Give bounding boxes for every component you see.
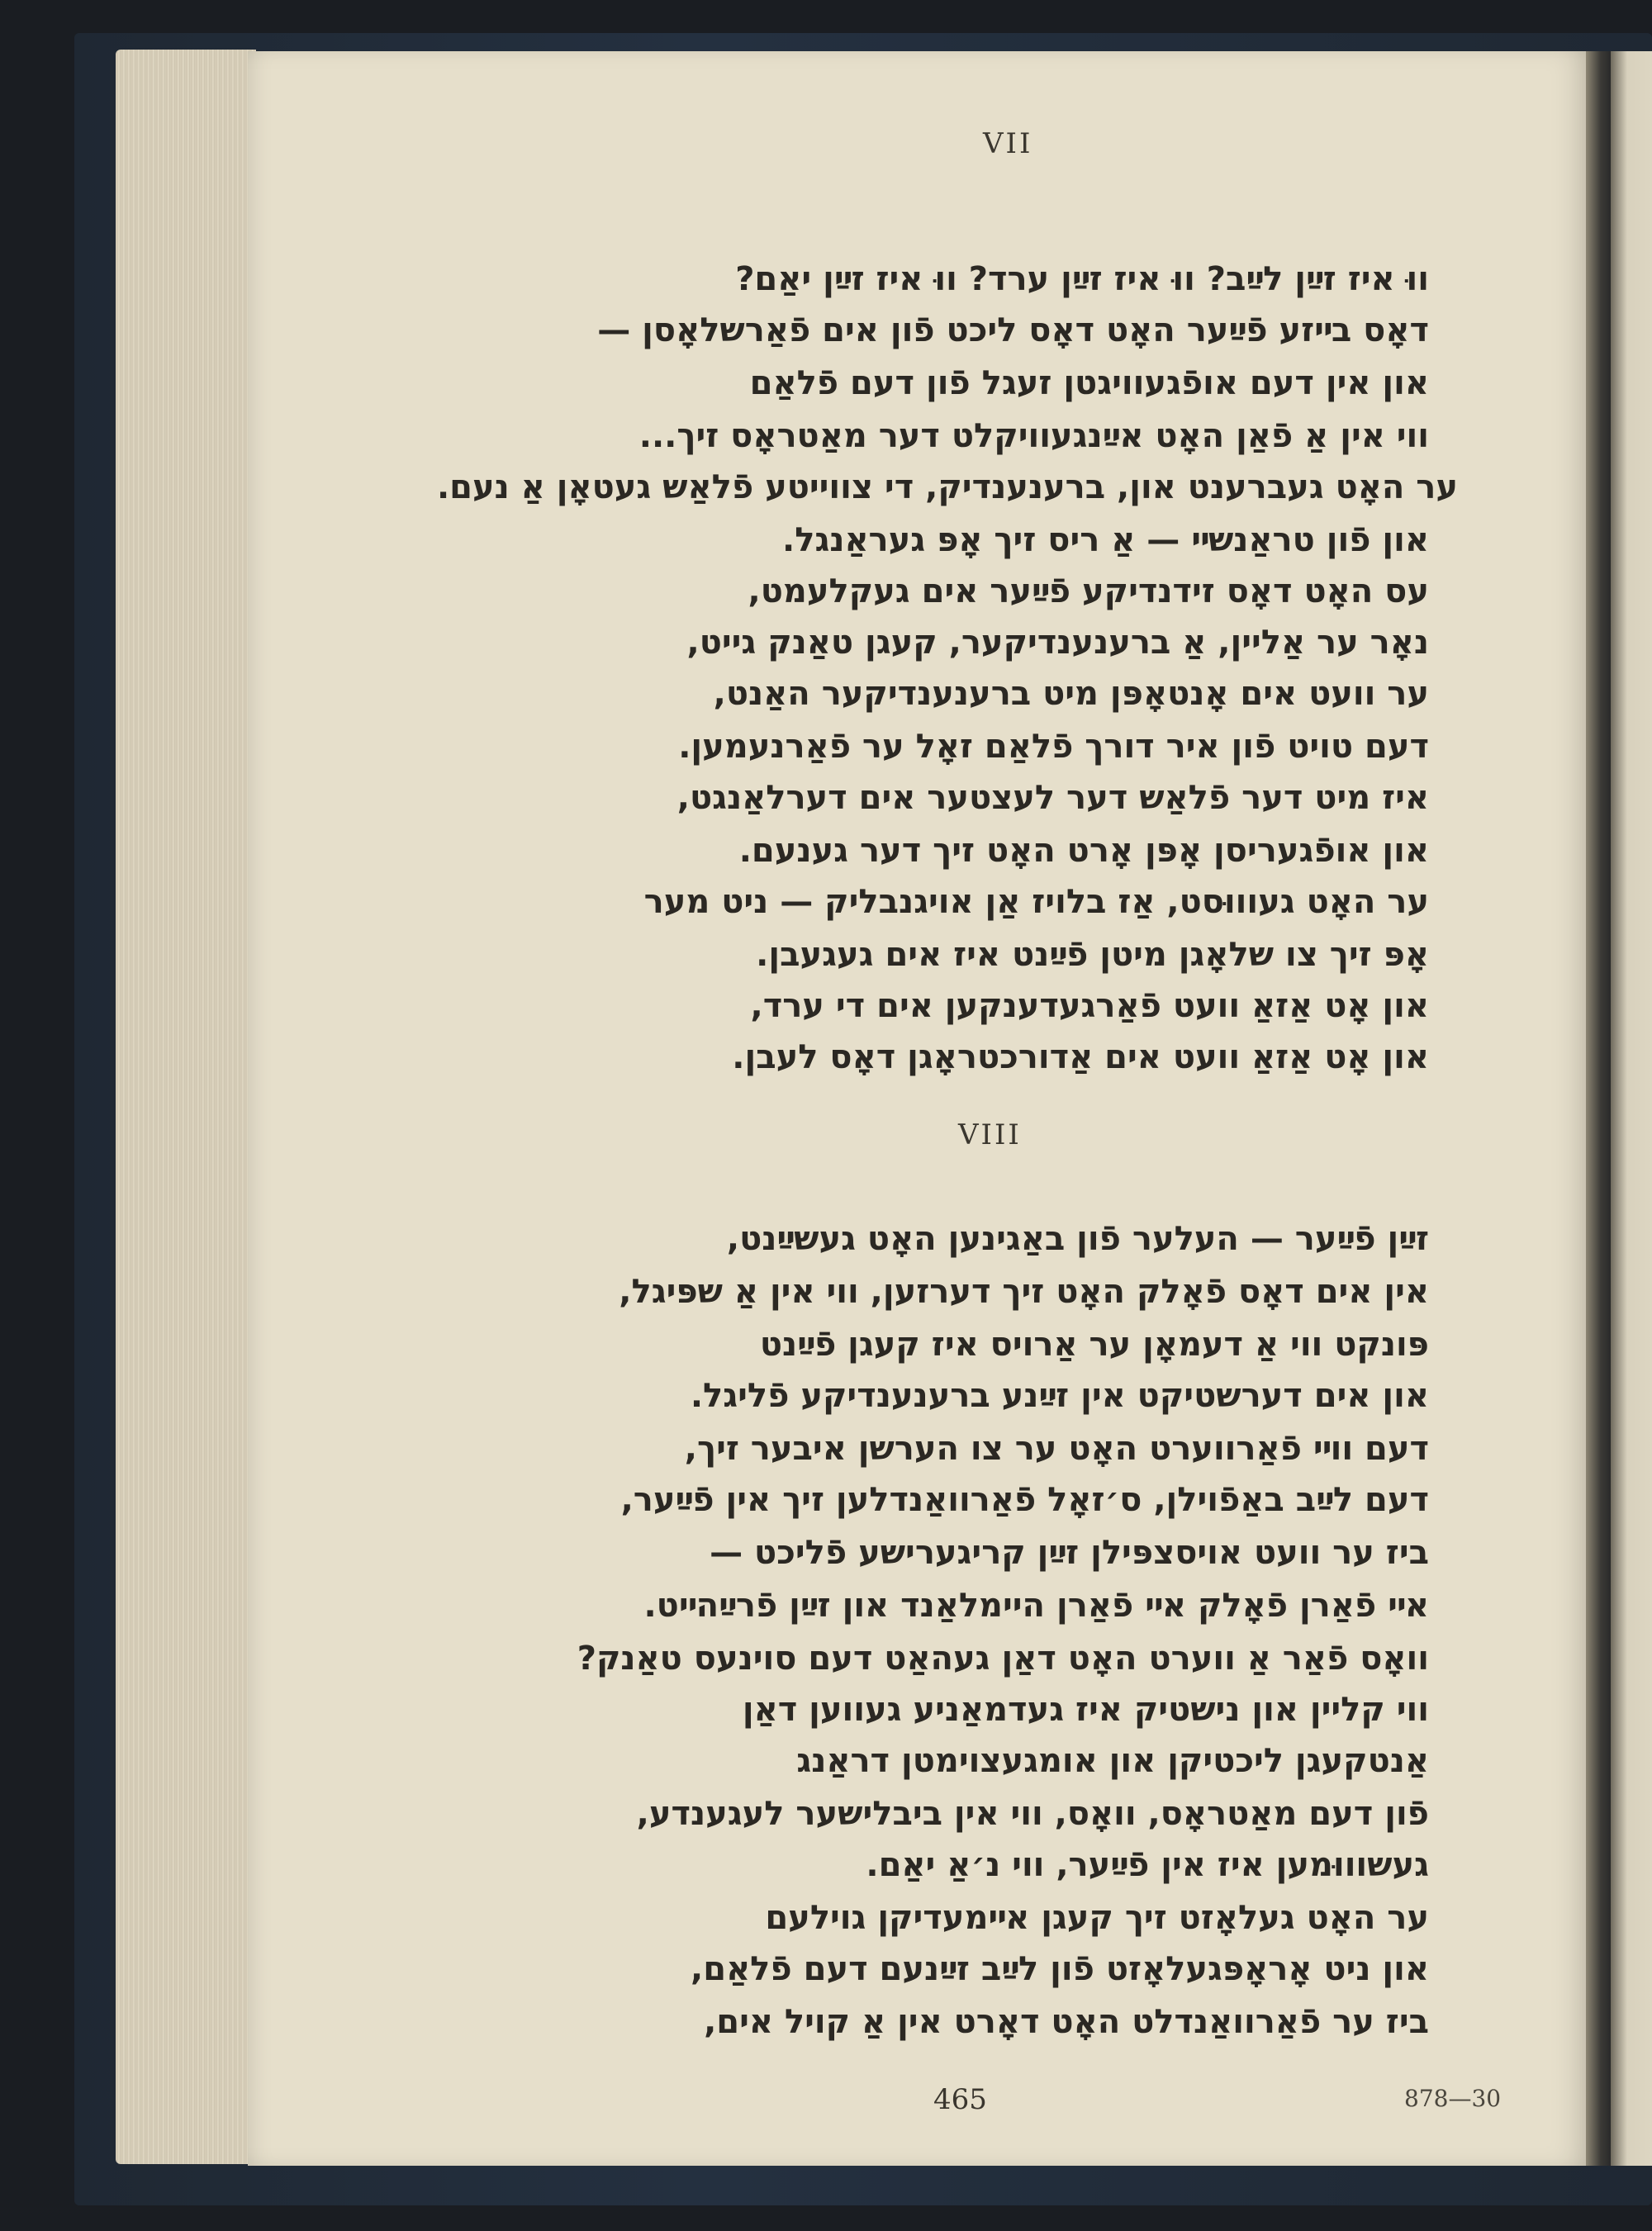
verse-line: ביז ער פֿאַרוואַנדלט האָט דאָרט אין אַ קויל אים, [704,2003,1429,2041]
book-gutter [1586,51,1611,2166]
page-number: 465 [933,2083,987,2116]
verse-line: זײַן פֿײַער — העלער פֿון באַגינען האָט געשײַנט, [726,1220,1429,1258]
verse-line: ביז ער וועט אויסצפּילן זײַן קריגערישע פֿליכט — [710,1534,1429,1572]
section-heading-vii: VII [983,127,1033,160]
verse-line: און אים דערשטיקט אין זײַנע ברענענדיקע פֿליגל. [690,1377,1429,1415]
verse-line: דעם טויט פֿון איר דורך פֿלאַם זאָל ער פֿאַרנעמען. [678,728,1429,766]
verse-line: ער האָט געלאָזט זיך קעגן אײמעדיקן גוילעם [765,1899,1429,1937]
book-page [248,51,1594,2166]
section-heading-viii: VIII [958,1118,1022,1151]
verse-line: אין אים דאָס פֿאָלק האָט זיך דערזען, ווי אין אַ שפּיגל, [619,1273,1429,1311]
verse-line: אײ פֿאַרן פֿאָלק אײ פֿאַרן היימלאַנד און זײַן פֿרײַהײט. [643,1587,1429,1625]
verse-line: ער האָט געוווּסט, אַז בלויז אַן אויגנבליק — ניט מער [643,883,1429,921]
verse-line: און פֿון טראַנשײ — אַ ריס זיך אָפּ געראַנגל. [782,521,1429,559]
verse-line: וואָס פֿאַר אַ ווערט האָט דאַן געהאַט דעם סוינעס טאַנק? [577,1640,1429,1678]
verse-line: דאָס בײזע פֿײַער האָט דאָס ליכט פֿון אים פֿאַרשלאָסן — [597,311,1429,349]
verse-line: און אופֿגעריסן אָפּן אָרט האָט זיך דער גענעם. [738,832,1429,870]
facing-page-edge [1611,51,1652,2166]
verse-line: און ניט אָראָפּגעלאָזט פֿון לײַב זײַנעם דעם פֿלאַם, [691,1950,1429,1988]
page-block-edge [116,50,256,2164]
verse-line: און אָט אַזאַ וועט אים אַדורכטראָגן דאָס לעבן. [732,1038,1429,1076]
verse-line: אָפּ זיך צו שלאָגן מיטן פֿײַנט איז אים געגעבן. [756,936,1429,974]
verse-line: ווי אין אַ פֿאַן האָט אײַנגעוויקלט דער מאַטראָס זיך... [638,417,1429,455]
verse-line: און אין דעם אופֿגעוויגטן זעגל פֿון דעם פֿלאַם [749,364,1429,402]
verse-line: ער וועט אים אָנטאָפּן מיט ברענענדיקער האַנט, [713,675,1429,713]
verse-line: ווּ איז זײַן לײַב? ווּ איז זײַן ערד? ווּ איז זײַן יאַם? [735,260,1429,298]
verse-line: דעם ווײ פֿאַרווערט האָט ער צו הערשן איבער זיך, [684,1430,1429,1468]
verse-line: איז מיט דער פֿלאַש דער לעצטער אים דערלאַנגט, [676,779,1429,817]
signature-mark: 878—30 [1404,2085,1502,2112]
verse-line: אַנטקעגן ליכטיקן און אומגעצוימטן דראַנג [796,1742,1429,1780]
verse-line: נאָר ער אַליין, אַ ברענענדיקער, קעגן טאַנק גייט, [686,624,1429,662]
verse-line: געשוווּמען איז אין פֿײַער, ווי נ׳אַ יאַם. [866,1846,1429,1884]
verse-line: ווי קליין און נישטיק איז געדמאַניע געווען דאַן [742,1691,1429,1729]
verse-line: און אָט אַזאַ וועט פֿאַרגעדענקען אים די ערד, [750,987,1429,1025]
verse-line: פֿון דעם מאַטראָס, וואָס, ווי אין ביבלישער לעגענדע, [636,1795,1429,1833]
verse-line: דעם לײַב באַפֿוילן, ס׳זאָל פֿאַרוואַנדלען זיך אין פֿײַער, [620,1481,1429,1519]
verse-line: ער האָט געברענט און, ברענענדיק, די צווייטע פֿלאַש געטאָן אַ נעם. [436,468,1458,506]
verse-line: עס האָט דאָס זידנדיקע פֿײַער אים געקלעמט, [748,572,1429,610]
verse-line: פּונקט ווי אַ דעמאָן ער אַרויס איז קעגן פֿײַנט [759,1326,1429,1364]
